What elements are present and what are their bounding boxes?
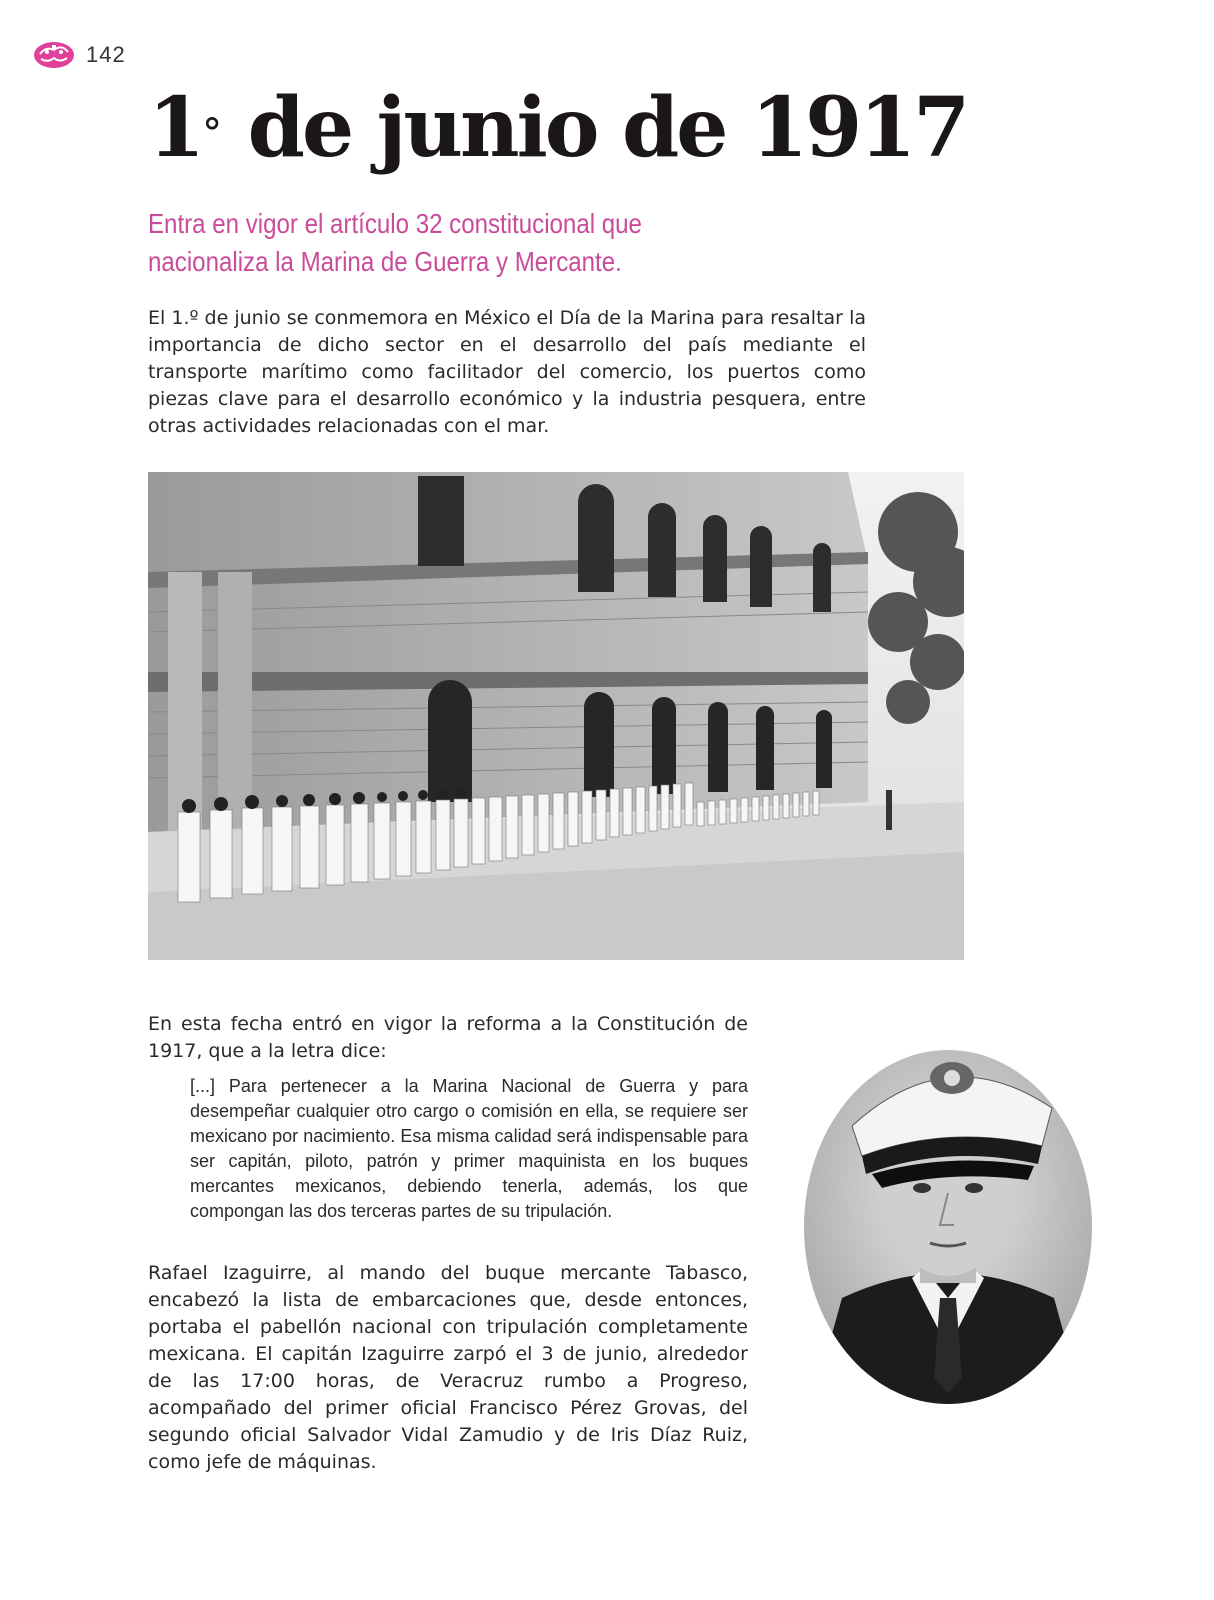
constitution-quote: [...] Para pertenecer a la Marina Nacional de Guerra y para desempeñar cualquier otro cargo o comisión en ella, se requiere ser mexicano por nacimiento. Esa misma calidad será indispensable para ser capitán, piloto, patrón y primer maquinista en los buques mercantes mexicanos, debiendo tenerla, además, los que compongan las dos terceras partes de su tripulación.	[190, 1076, 748, 1221]
portrait-illustration	[802, 1048, 1094, 1406]
reform-paragraph: En esta fecha entró en vigor la reforma a la Constitución de 1917, que a la letra dice:	[148, 1013, 748, 1062]
page-header	[32, 40, 126, 70]
izaguirre-portrait	[802, 1048, 1094, 1406]
title-prefix: 1	[148, 80, 203, 176]
title-degree: °	[202, 111, 223, 157]
pink-emblem-icon	[32, 40, 76, 70]
subtitle: Entra en vigor el artículo 32 constitucional que nacionaliza la Marina de Guerra y Mercante.	[148, 208, 642, 277]
izaguirre-paragraph: Rafael Izaguirre, al mando del buque mercante Tabasco, encabezó la lista de embarcaciones que, desde entonces, portaba el pabellón nacional con tripulación completamente mexicana. El capitán Izaguirre zarpó el 3 de junio, alrededor de las 17:00 horas, de Veracruz rumbo a Progreso, acompañado del primer oficial Francisco Pérez Grovas, del segundo oficial Salvador Vidal Zamudio y de Iris Díaz Ruiz, como jefe de máquinas.	[148, 1262, 748, 1473]
title-rest: de junio de 1917	[222, 80, 968, 176]
navy-parade-illustration	[148, 472, 964, 960]
page-number: 142	[86, 42, 126, 67]
navy-parade-photo	[148, 472, 964, 960]
intro-paragraph: El 1.º de junio se conmemora en México el Día de la Marina para resaltar la importancia de dicho sector en el desarrollo del país mediante el transporte marítimo como facilitador del comercio, los puertos como piezas clave para el desarrollo económico y la industria pesquera, entre otras actividades relacionadas con el mar.	[148, 307, 866, 437]
page-title	[148, 78, 967, 178]
